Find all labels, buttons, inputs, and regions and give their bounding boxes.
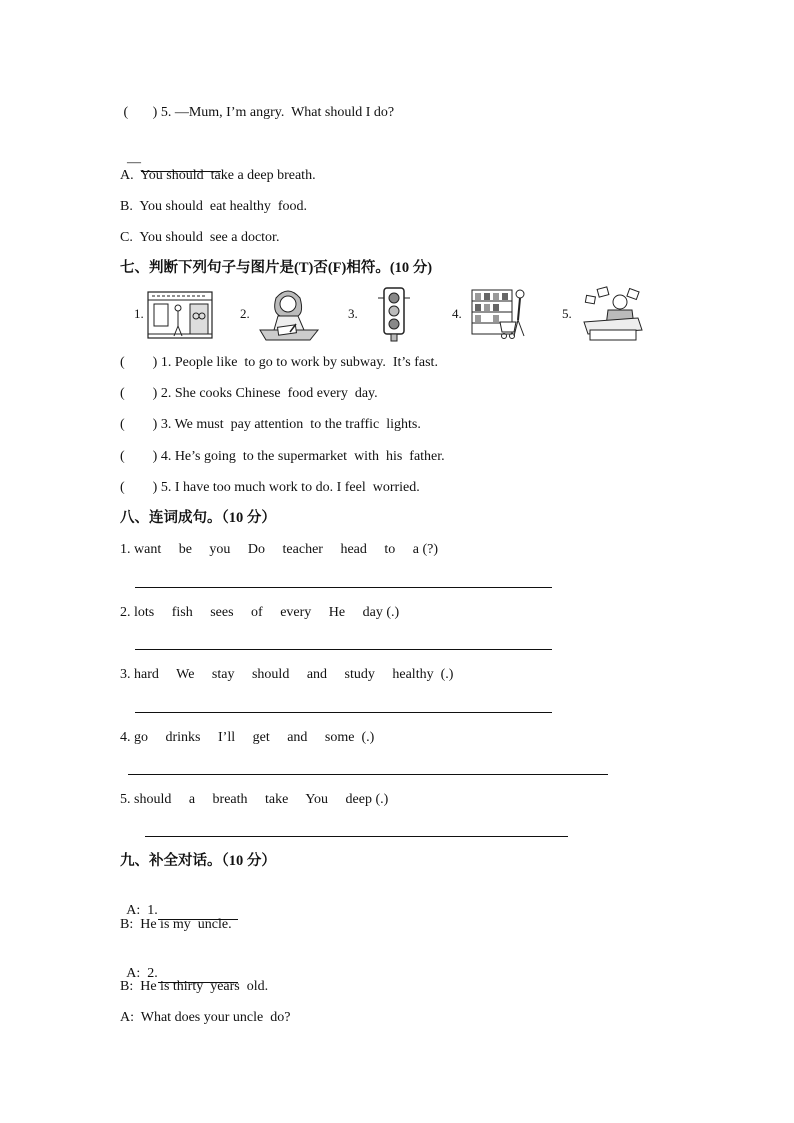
option-c: C. You should see a doctor. [120, 230, 280, 245]
answer-line-1[interactable] [135, 587, 552, 588]
dash: — [127, 155, 141, 170]
dialogue-line-5: A: What does your uncle do? [120, 1010, 291, 1025]
judge-item-3: ( ) 3. We must pay attention to the traffic lights. [120, 417, 421, 432]
picture-number: 3. [348, 306, 358, 321]
answer-line-3[interactable] [135, 712, 552, 713]
option-b: B. You should eat healthy food. [120, 199, 308, 214]
judge-item-2: ( ) 2. She cooks Chinese food every day. [120, 386, 378, 401]
section-7-title: 七、判断下列句子与图片是(T)否(F)相符。(10 分) [120, 260, 433, 276]
section-9-title: 九、补全对话。（10 分） [120, 853, 276, 869]
traffic-light-picture [376, 286, 412, 342]
dialogue-line-1 [120, 884, 238, 920]
picture-number: 5. [562, 306, 572, 321]
dialogue-line-2: B: He is my uncle. [120, 917, 232, 932]
answer-line-2[interactable] [135, 649, 552, 650]
dialogue-text: A: 1. [126, 903, 158, 918]
picture-number: 4. [452, 306, 462, 321]
judge-item-5: ( ) 5. I have too much work to do. I feel worried. [120, 480, 420, 495]
answer-line-4[interactable] [128, 774, 608, 775]
dialogue-line-4: B: He is thirty years old. [120, 979, 269, 994]
picture-number: 1. [134, 306, 144, 321]
question-5-stem: ( ) 5. —Mum, I’m angry. What should I do? [120, 105, 395, 120]
word-order-item-1: 1. want be you Do teacher head to a (?) [120, 542, 439, 557]
word-order-item-5: 5. should a breath take You deep (.) [120, 792, 389, 807]
worried-man-picture [578, 286, 648, 342]
picture-number: 2. [240, 306, 250, 321]
section-8-title: 八、连词成句。（10 分） [120, 510, 276, 526]
answer-line-5[interactable] [145, 836, 568, 837]
judge-item-4: ( ) 4. He’s going to the supermarket with his father. [120, 449, 445, 464]
word-order-item-2: 2. lots fish sees of every He day (.) [120, 605, 400, 620]
supermarket-picture [470, 286, 534, 342]
option-a: A. You should take a deep breath. [120, 168, 316, 183]
word-order-item-4: 4. go drinks I’ll get and some (.) [120, 730, 375, 745]
subway-station-picture [146, 286, 214, 342]
word-order-item-3: 3. hard We stay should and study healthy (.) [120, 667, 454, 682]
girl-writing-picture [254, 286, 324, 342]
judge-item-1: ( ) 1. People like to go to work by subway. It’s fast. [120, 355, 438, 370]
dialogue-text: A: 2. [126, 966, 158, 981]
picture-row [130, 286, 650, 346]
